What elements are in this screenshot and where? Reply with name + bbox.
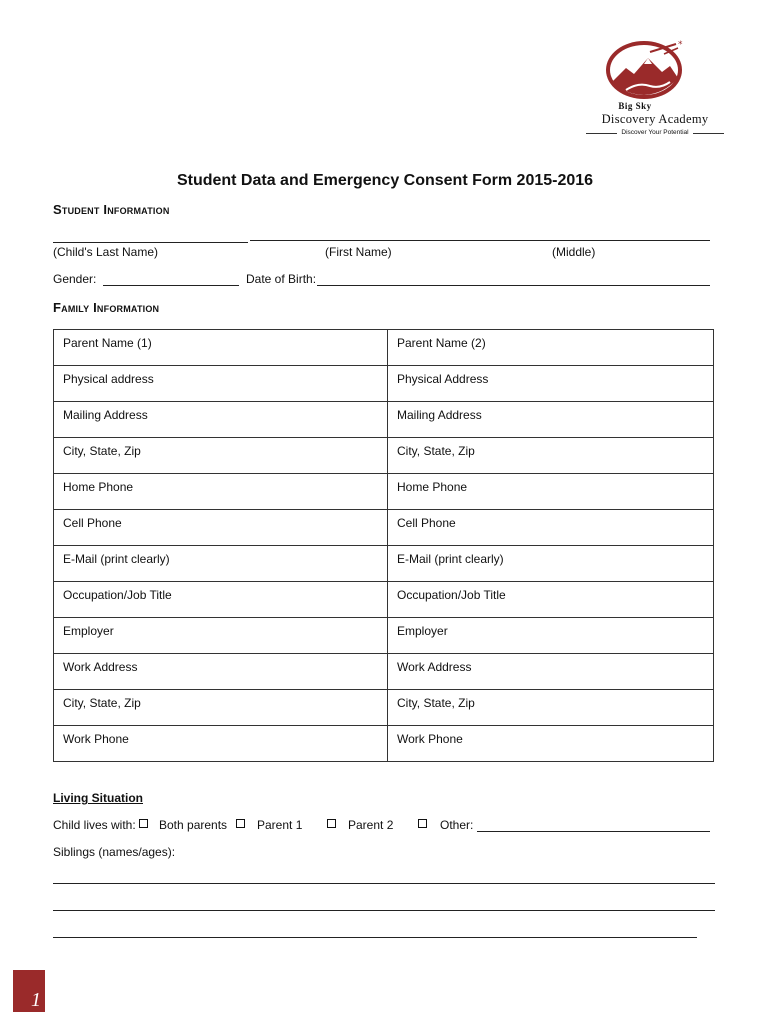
parent-2-field[interactable]: E-Mail (print clearly) <box>388 546 714 582</box>
parent-1-field[interactable]: Employer <box>54 618 388 654</box>
parent-1-field[interactable]: City, State, Zip <box>54 690 388 726</box>
family-table-row <box>54 618 714 654</box>
student-info-heading: Student Information <box>53 202 170 217</box>
siblings-line-2[interactable] <box>53 910 715 911</box>
parent-1-field[interactable]: Home Phone <box>54 474 388 510</box>
living-situation-heading: Living Situation <box>53 791 143 805</box>
parent-2-field[interactable]: Parent Name (2) <box>388 330 714 366</box>
parent-1-field[interactable]: Occupation/Job Title <box>54 582 388 618</box>
siblings-line-1[interactable] <box>53 883 715 884</box>
family-table-row <box>54 330 714 366</box>
logo-name-main: Discovery Academy <box>601 112 709 126</box>
both-parents-checkbox[interactable] <box>139 819 148 828</box>
parent-2-field[interactable]: Work Address <box>388 654 714 690</box>
page-number-badge <box>13 970 45 1012</box>
form-title: Student Data and Emergency Consent Form 2015-2016 <box>176 172 594 189</box>
parent-1-label: Parent 1 <box>257 818 303 832</box>
family-table-row <box>54 402 714 438</box>
page-number: 1 <box>31 989 41 1011</box>
family-table-row <box>54 510 714 546</box>
parent-2-label: Parent 2 <box>348 818 394 832</box>
parent-1-field[interactable]: E-Mail (print clearly) <box>54 546 388 582</box>
family-table-row <box>54 654 714 690</box>
parent-2-field[interactable]: City, State, Zip <box>388 690 714 726</box>
other-field-line[interactable] <box>477 831 710 832</box>
parent-2-checkbox[interactable] <box>327 819 336 828</box>
logo-name-top: Big Sky <box>618 101 652 111</box>
dob-field-line[interactable] <box>317 285 710 286</box>
family-table-row <box>54 366 714 402</box>
child-last-name-label: (Child's Last Name) <box>53 245 158 259</box>
svg-text:*: * <box>678 40 683 50</box>
child-last-name-line[interactable] <box>53 242 248 243</box>
family-table-row <box>54 474 714 510</box>
middle-name-label: (Middle) <box>552 245 596 259</box>
first-name-label: (First Name) <box>325 245 392 259</box>
family-table-row <box>54 546 714 582</box>
both-parents-label: Both parents <box>159 818 228 832</box>
parent-2-field[interactable]: City, State, Zip <box>388 438 714 474</box>
gender-field-line[interactable] <box>103 285 239 286</box>
family-table-row <box>54 582 714 618</box>
parent-1-field[interactable]: Physical address <box>54 366 388 402</box>
dob-label: Date of Birth: <box>246 272 317 286</box>
other-label: Other: <box>440 818 474 832</box>
mountain-logo-icon <box>604 38 690 100</box>
parent-2-field[interactable]: Home Phone <box>388 474 714 510</box>
parent-1-field[interactable]: Work Address <box>54 654 388 690</box>
parent-2-field[interactable]: Employer <box>388 618 714 654</box>
parent-1-field[interactable]: Work Phone <box>54 726 388 762</box>
parent-1-field[interactable]: Cell Phone <box>54 510 388 546</box>
parent-2-field[interactable]: Physical Address <box>388 366 714 402</box>
parent-1-field[interactable]: City, State, Zip <box>54 438 388 474</box>
family-info-heading: Family Information <box>53 300 160 315</box>
parent-1-field[interactable]: Parent Name (1) <box>54 330 388 366</box>
parent-1-checkbox[interactable] <box>236 819 245 828</box>
parent-2-field[interactable]: Work Phone <box>388 726 714 762</box>
parent-2-field[interactable]: Cell Phone <box>388 510 714 546</box>
family-info-table <box>53 329 714 762</box>
school-logo <box>580 36 730 141</box>
logo-tagline: Discover Your Potential <box>580 129 730 136</box>
gender-label: Gender: <box>53 272 97 286</box>
siblings-line-3[interactable] <box>53 937 697 938</box>
parent-2-field[interactable]: Occupation/Job Title <box>388 582 714 618</box>
parent-2-field[interactable]: Mailing Address <box>388 402 714 438</box>
parent-1-field[interactable]: Mailing Address <box>54 402 388 438</box>
other-checkbox[interactable] <box>418 819 427 828</box>
child-first-middle-name-line[interactable] <box>250 240 710 241</box>
family-table-row <box>54 438 714 474</box>
lives-with-label: Child lives with: <box>53 818 136 832</box>
family-table-row <box>54 690 714 726</box>
family-table-row <box>54 726 714 762</box>
siblings-label: Siblings (names/ages): <box>53 845 176 859</box>
